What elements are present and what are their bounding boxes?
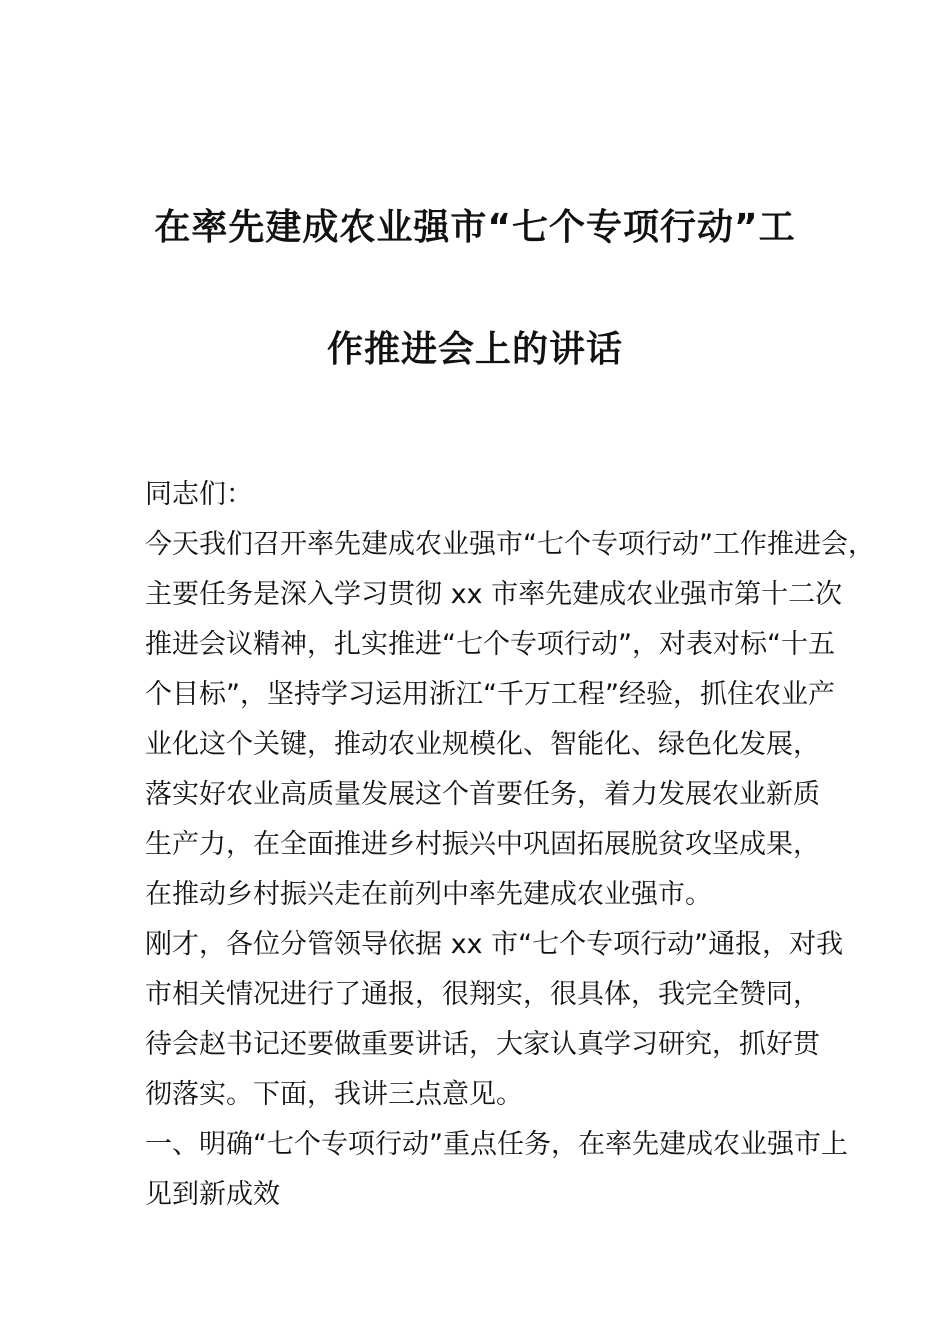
section-heading-line: 一、明确“七个专项行动”重点任务，在率先建成农业强市上 <box>145 1129 848 1160</box>
paragraph-line: 今天我们召开率先建成农业强市“七个专项行动”工作推进会， <box>145 529 875 560</box>
paragraph-line: 推进会议精神，扎实推进“七个专项行动”，对表对标“十五 <box>145 629 835 660</box>
paragraph-line: 在推动乡村振兴走在前列中率先建成农业强市。 <box>145 879 712 910</box>
salutation: 同志们： <box>145 479 253 510</box>
paragraph-line: 业化这个关键，推动农业规模化、智能化、绿色化发展， <box>145 729 820 760</box>
section-heading-line: 见到新成效 <box>145 1179 280 1210</box>
paragraph-line: 落实好农业高质量发展这个首要任务，着力发展农业新质 <box>145 779 820 810</box>
paragraph-line: 刚才，各位分管领导依据 xx 市“七个专项行动”通报，对我 <box>145 929 844 960</box>
paragraph-line: 彻落实。下面，我讲三点意见。 <box>145 1079 523 1110</box>
paragraph-line: 生产力，在全面推进乡村振兴中巩固拓展脱贫攻坚成果， <box>145 829 820 860</box>
document-title-line-2: 作推进会上的讲话 <box>326 329 623 370</box>
paragraph-line: 主要任务是深入学习贯彻 xx 市率先建成农业强市第十二次 <box>145 579 843 610</box>
document-body <box>145 470 875 1220</box>
paragraph-line: 待会赵书记还要做重要讲话，大家认真学习研究，抓好贯 <box>145 1029 820 1060</box>
paragraph-line: 市相关情况进行了通报，很翔实，很具体，我完全赞同， <box>145 979 820 1010</box>
paragraph-line: 个目标”，坚持学习运用浙江“千万工程”经验，抓住农业产 <box>145 679 835 710</box>
document-title-line-1: 在率先建成农业强市“七个专项行动”工 <box>154 207 796 248</box>
